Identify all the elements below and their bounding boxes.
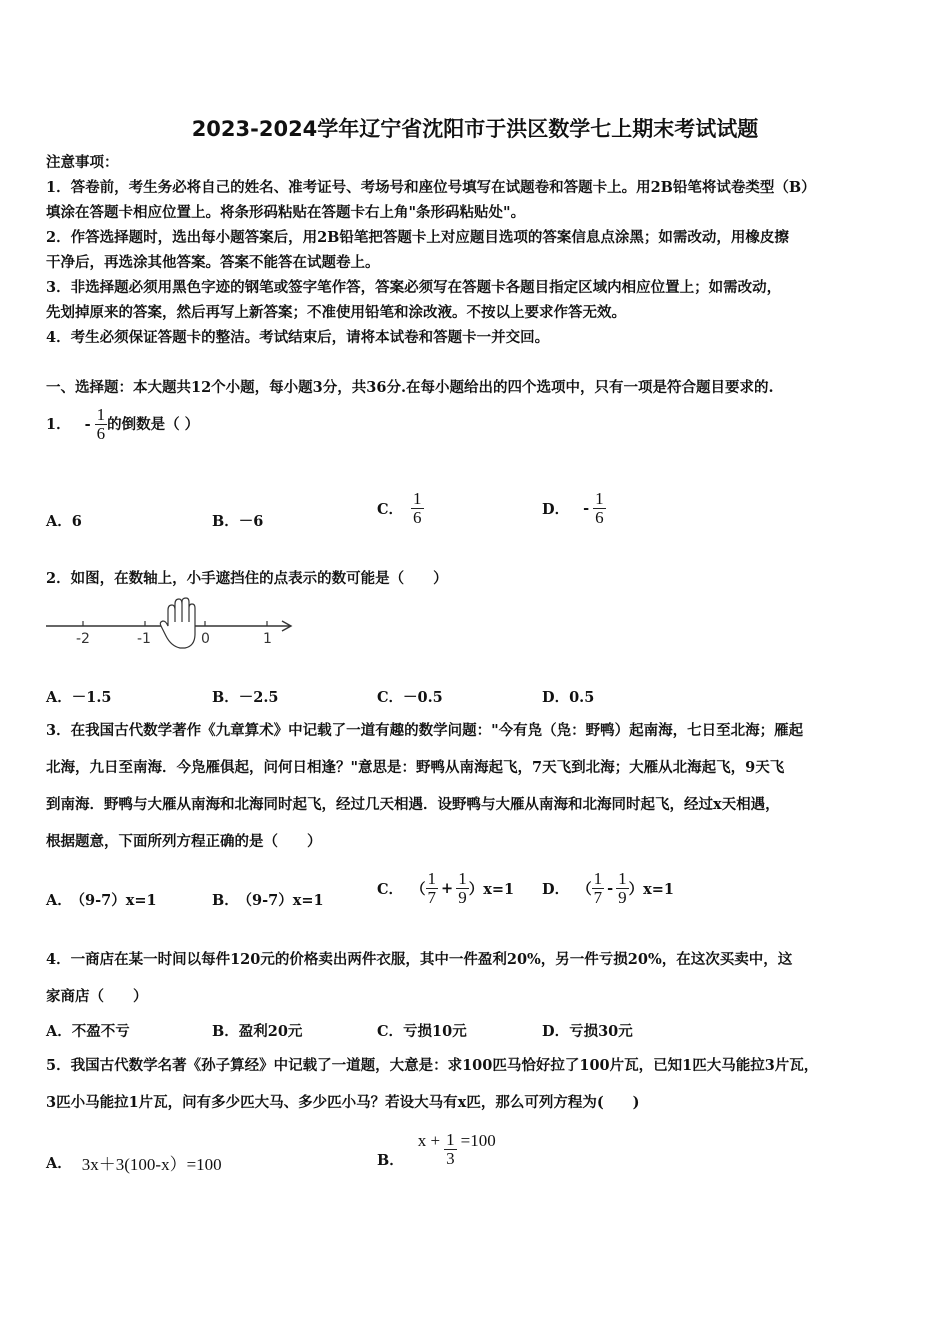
option-expression: （9-7）x=1 <box>244 892 324 909</box>
close-expression: ）x=1 <box>468 880 515 898</box>
tick-label: -1 <box>137 631 151 647</box>
minus-sign: - <box>84 415 91 433</box>
fraction-denominator: 6 <box>595 507 604 527</box>
option-a[interactable]: A．－1.5 <box>46 689 112 706</box>
notice-line: 2．作答选择题时，选出每小题答案后，用2B铅笔把答题卡上对应题目选项的答案信息点涂黑；如需改动，用橡皮擦 <box>46 229 789 246</box>
option-a[interactable] <box>46 1150 222 1175</box>
expression-part: =100 <box>460 1131 496 1150</box>
option-label: B． <box>212 892 239 909</box>
notice-line: 先划掉原来的答案，然后再写上新答案；不准使用铅笔和涂改液。不按以上要求作答无效。 <box>46 304 626 321</box>
fraction-numerator: 1 <box>458 868 467 888</box>
fraction-numerator: 1 <box>446 1129 455 1149</box>
close-expression: ）x=1 <box>628 880 674 898</box>
notice-line: 填涂在答题卡相应位置上。将条形码粘贴在答题卡右上角"条形码粘贴处"。 <box>46 204 526 221</box>
tick-label: 0 <box>201 631 210 647</box>
tick-label: 1 <box>263 631 272 647</box>
question-5-line: 5．我国古代数学名著《孙子算经》中记载了一道题，大意是：求100匹马恰好拉了100片瓦，已知1匹大马能拉3片瓦， <box>46 1057 819 1074</box>
option-c[interactable]: C．亏损10元 <box>377 1023 467 1040</box>
operator: - <box>607 879 614 897</box>
fraction-denominator: 9 <box>458 887 467 907</box>
fraction <box>616 870 629 907</box>
fraction-denominator: 9 <box>618 887 627 907</box>
fraction <box>426 870 439 907</box>
hand-icon <box>160 598 195 648</box>
notice-line: 3．非选择题必须用黑色字迹的钢笔或签字笔作答，答案必须写在答题卡各题目指定区域内相应位置上；如需改动， <box>46 279 782 296</box>
notice-line: 1．答卷前，考生务必将自己的姓名、准考证号、考场号和座位号填写在试题卷和答题卡上。用2B铅笔将试卷类型（B） <box>46 179 816 196</box>
fraction-numerator: 1 <box>618 868 627 888</box>
option-c[interactable] <box>377 486 424 530</box>
option-b[interactable]: B．－6 <box>212 513 264 530</box>
fraction <box>444 1131 457 1168</box>
question-3-line: 到南海．野鸭与大雁从南海和北海同时起飞，经过几天相遇．设野鸭与大雁从南海和北海同时起飞，经过x天相遇， <box>46 796 780 813</box>
option-label: C． <box>377 880 404 898</box>
option-label: C． <box>377 500 404 518</box>
question-3-line: 北海，九日至南海．今凫雁俱起，问何日相逢？"意思是：野鸭从南海起飞，7天飞到北海；大雁从北海起飞，9天飞 <box>46 759 785 776</box>
open-paren: （ <box>411 880 426 898</box>
notice-line: 干净后，再选涂其他答案。答案不能答在试题卷上。 <box>46 254 380 271</box>
notice-line: 4．考生必须保证答题卡的整洁。考试结束后，请将本试卷和答题卡一并交回。 <box>46 329 550 346</box>
fraction-denominator: 6 <box>413 507 422 527</box>
option-label: A． <box>46 892 72 909</box>
question-3-line: 3．在我国古代数学著作《九章算术》中记载了一道有趣的数学问题："今有凫（凫：野鸭）起南海，七日至北海；雁起 <box>46 722 804 739</box>
option-label: A． <box>46 1155 72 1172</box>
option-d[interactable] <box>542 866 674 910</box>
fraction-numerator: 1 <box>427 868 437 888</box>
fraction <box>95 406 108 443</box>
option-expression: 3x＋3(100-x）=100 <box>81 1155 222 1174</box>
question-1 <box>46 402 199 446</box>
option-d[interactable]: D．0.5 <box>542 689 595 706</box>
fraction-denominator: 7 <box>427 887 437 907</box>
option-expression: （9-7）x=1 <box>77 892 157 909</box>
tick-label: -2 <box>76 631 90 647</box>
question-5-line: 3匹小马能拉1片瓦，问有多少匹大马、多少匹小马？若设大马有x匹，那么可列方程为( ) <box>46 1094 640 1111</box>
question-3-line: 根据题意，下面所列方程正确的是（ ） <box>46 833 322 850</box>
question-2: 2．如图，在数轴上，小手遮挡住的点表示的数可能是（ ） <box>46 570 448 587</box>
option-b[interactable] <box>212 889 324 910</box>
fraction-numerator: 1 <box>595 488 604 508</box>
open-paren: （ <box>577 880 592 898</box>
fraction-denominator: 3 <box>446 1148 455 1168</box>
option-b[interactable]: B．盈利20元 <box>212 1023 303 1040</box>
expression-part: x + <box>417 1131 441 1150</box>
option-a[interactable]: A．6 <box>46 513 82 530</box>
question-text: 的倒数是（ ） <box>107 415 200 433</box>
question-4-line: 家商店（ ） <box>46 988 148 1005</box>
fraction-denominator: 6 <box>96 423 106 443</box>
fraction-denominator: 7 <box>593 887 603 907</box>
option-d[interactable] <box>542 486 606 530</box>
option-c[interactable]: C．－0.5 <box>377 689 443 706</box>
fraction <box>456 870 469 907</box>
option-a[interactable] <box>46 889 157 910</box>
option-b[interactable] <box>377 1126 496 1172</box>
fraction-numerator: 1 <box>593 868 603 888</box>
page-title: 2023-2024学年辽宁省沈阳市于洪区数学七上期末考试试题 <box>191 117 759 141</box>
minus-sign: - <box>583 499 590 517</box>
fraction-numerator: 1 <box>96 404 106 424</box>
operator: + <box>441 879 454 897</box>
section-heading: 一、选择题：本大题共12个小题，每小题3分，共36分.在每小题给出的四个选项中，只有一项是符合题目要求的. <box>46 379 774 396</box>
question-number: 1． <box>46 415 71 433</box>
question-4-line: 4．一商店在某一时间以每件120元的价格卖出两件衣服，其中一件盈利20%，另一件亏损20%，在这次买卖中，这 <box>46 951 793 968</box>
option-a[interactable]: A．不盈不亏 <box>46 1023 130 1040</box>
number-line-figure <box>44 596 300 654</box>
option-b[interactable]: B．－2.5 <box>212 689 279 706</box>
option-label: B． <box>377 1152 404 1169</box>
notice-heading: 注意事项： <box>46 154 119 171</box>
fraction-numerator: 1 <box>413 488 422 508</box>
fraction <box>411 490 424 527</box>
option-c[interactable] <box>377 866 514 910</box>
option-d[interactable]: D．亏损30元 <box>542 1023 633 1040</box>
fraction <box>592 870 605 907</box>
option-label: D． <box>542 880 570 898</box>
fraction <box>593 490 606 527</box>
option-label: D． <box>542 500 570 518</box>
